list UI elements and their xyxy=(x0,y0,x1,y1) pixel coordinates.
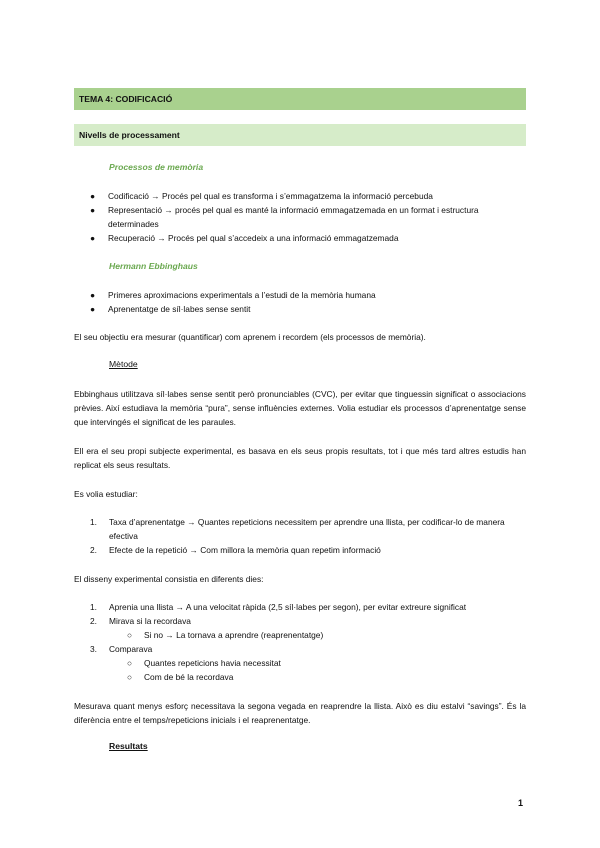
heading-metode: Mètode xyxy=(109,359,138,369)
subheading-processos: Processos de memòria xyxy=(109,162,204,172)
bullet-icon: ● xyxy=(90,191,96,201)
paragraph: Ell era el seu propi subjecte experimental, es basava en els seus propis resultats, tot i que més tard altres estudis han replicat els seus resultats. xyxy=(74,446,526,470)
paragraph: Ebbinghaus utilitzava síl·labes sense sentit però pronunciables (CVC), per evitar que tinguessin significat o associacions prèvies. Així estudiava la memòria “pura”, sense influències externes. Volia estudiar els processos d’aprenentatge sense que intervingés el significat de les paraules. xyxy=(74,389,526,427)
list-item: 1. Aprenia una llista → A una velocitat ràpida (2,5 síl·labes per segon), per evitar extreure significat xyxy=(90,602,467,612)
circle-bullet-icon: ○ xyxy=(127,630,133,640)
bullet-icon: ● xyxy=(90,304,96,314)
section-heading: Nivells de processament xyxy=(79,130,180,140)
list-item: ● Codificació → Procés pel qual es transforma i s’emmagatzema la informació percebuda xyxy=(90,191,433,201)
title-band xyxy=(74,88,526,110)
circle-bullet-icon: ○ xyxy=(127,658,133,668)
list-item: ○ Com de bé la recordava xyxy=(127,672,234,682)
bullet-icon: ● xyxy=(90,290,96,300)
list-item: ● Recuperació → Procés pel qual s’accedeix a una informació emmagatzemada xyxy=(90,233,399,243)
list-item: 2. Mirava si la recordava xyxy=(90,616,191,626)
list-item: ● Aprenentatge de síl·labes sense sentit xyxy=(90,304,251,314)
paragraph: El disseny experimental consistia en diferents dies: xyxy=(74,574,264,584)
heading-resultats: Resultats xyxy=(109,741,148,751)
subheading-ebbinghaus: Hermann Ebbinghaus xyxy=(109,261,198,271)
list-item: ○ Quantes repeticions havia necessitat xyxy=(127,658,281,668)
paragraph: Es volia estudiar: xyxy=(74,489,138,499)
bullet-icon: ● xyxy=(90,233,96,243)
list-item: ● Primeres aproximacions experimentals a l’estudi de la memòria humana xyxy=(90,290,376,300)
page-number: 1 xyxy=(518,798,524,808)
list-item: ● Representació → procés pel qual es manté la informació emmagatzemada en un format i estructura determinades xyxy=(90,205,479,229)
paragraph: El seu objectiu era mesurar (quantificar) com aprenem i recordem (els processos de memòria). xyxy=(74,332,426,342)
circle-bullet-icon: ○ xyxy=(127,672,133,682)
list-item: 3. Comparava xyxy=(90,644,153,654)
page-title: TEMA 4: CODIFICACIÓ xyxy=(79,94,173,104)
list-item: ○ Si no → La tornava a aprendre (reaprenentatge) xyxy=(127,630,324,640)
paragraph: Mesurava quant menys esforç necessitava la segona vegada en reaprendre la llista. Això es diu estalvi “savings”. És la diferència entre el temps/repeticions inicials i el reaprenentatge. xyxy=(74,701,526,725)
bullet-icon: ● xyxy=(90,205,96,215)
list-item: 1. Taxa d’aprenentatge → Quantes repeticions necessitem per aprendre una llista, per codificar-lo de manera efectiva xyxy=(90,517,505,541)
list-item: 2. Efecte de la repetició → Com millora la memòria quan repetim informació xyxy=(90,545,381,555)
section-band xyxy=(74,124,526,146)
